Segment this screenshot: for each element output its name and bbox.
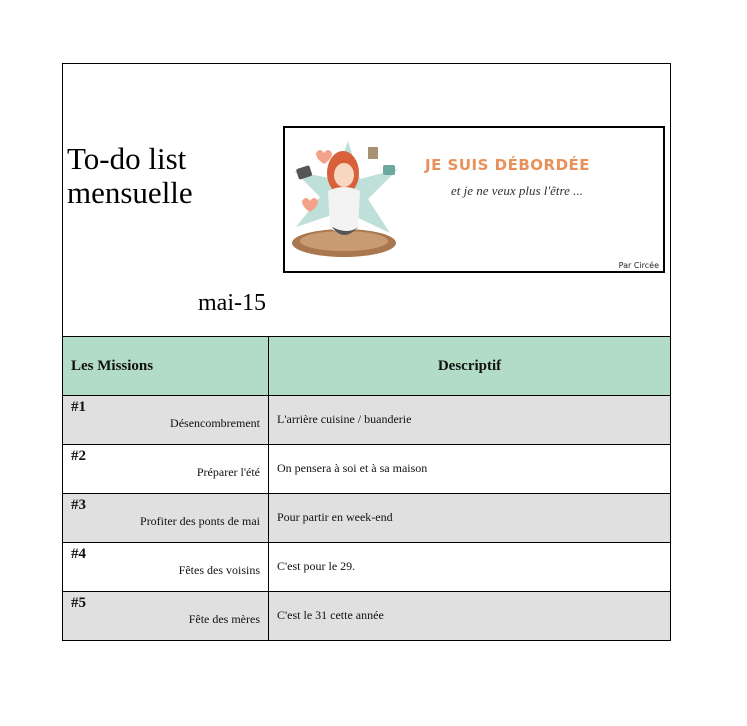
column-header-missions: Les Missions <box>63 337 269 396</box>
banner-image <box>283 126 665 273</box>
title-line-2: mensuelle <box>67 175 193 210</box>
column-header-descriptif: Descriptif <box>269 337 671 396</box>
todo-sheet <box>62 63 671 641</box>
mission-cell <box>63 543 269 592</box>
mission-number: #1 <box>71 399 86 415</box>
banner-credit: Par Circée <box>618 261 659 270</box>
mission-cell <box>63 592 269 641</box>
mission-name: Fêtes des voisins <box>178 563 260 577</box>
mission-description: L'arrière cuisine / buanderie <box>269 396 671 445</box>
mission-description: Pour partir en week-end <box>269 494 671 543</box>
mission-name: Profiter des ponts de mai <box>140 514 260 528</box>
table-row <box>63 494 671 543</box>
table-row <box>63 543 671 592</box>
title-line-1: To-do list <box>67 141 187 176</box>
mission-number: #2 <box>71 448 86 464</box>
banner-title: JE SUIS DÉBORDÉE <box>425 156 591 174</box>
mission-description: C'est pour le 29. <box>269 543 671 592</box>
woman-multitasking-illustration <box>288 131 408 269</box>
missions-table <box>62 336 671 641</box>
table-row <box>63 445 671 494</box>
mission-name: Préparer l'été <box>196 465 260 479</box>
mission-name: Fête des mères <box>188 612 260 626</box>
table-row <box>63 396 671 445</box>
mission-number: #5 <box>71 595 86 611</box>
mission-number: #3 <box>71 497 86 513</box>
mission-cell <box>63 494 269 543</box>
page-title <box>67 142 193 210</box>
month-date: mai-15 <box>198 290 266 316</box>
mission-number: #4 <box>71 546 86 562</box>
table-row <box>63 592 671 641</box>
banner-subtitle: et je ne veux plus l'être ... <box>451 183 583 198</box>
mission-description: C'est le 31 cette année <box>269 592 671 641</box>
mission-name: Désencombrement <box>170 416 260 430</box>
mission-description: On pensera à soi et à sa maison <box>269 445 671 494</box>
mission-cell <box>63 396 269 445</box>
mission-cell <box>63 445 269 494</box>
